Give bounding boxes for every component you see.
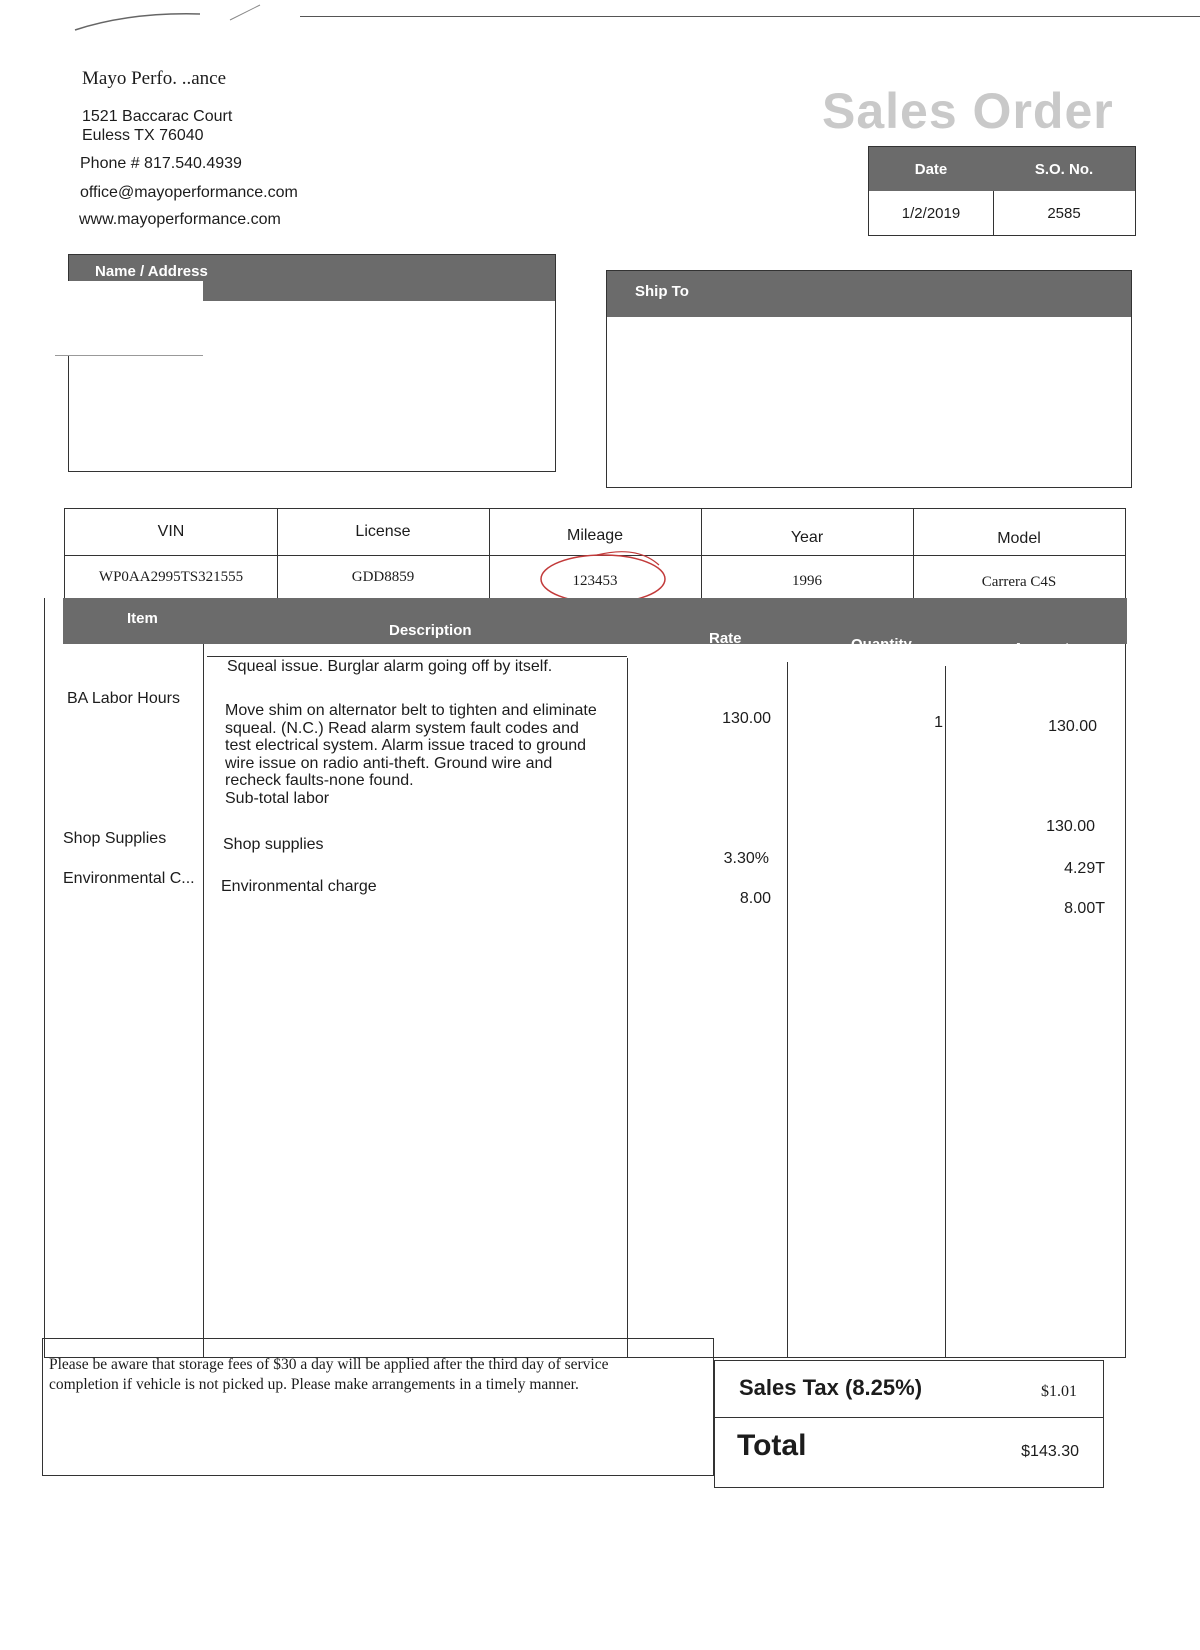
date-label: Date — [914, 160, 948, 178]
order-number: 2585 — [1047, 204, 1081, 222]
labor-description-line: squeal. (N.C.) Read alarm system fault codes and — [225, 719, 579, 737]
totals-box — [714, 1360, 1104, 1488]
vin-header: VIN — [157, 523, 185, 540]
redaction-patch — [55, 281, 203, 356]
name-address-box — [68, 254, 556, 472]
labor-description-line: wire issue on radio anti-theft. Ground wire and — [225, 754, 553, 772]
vin-value: WP0AA2995TS321555 — [98, 568, 244, 585]
year-header: Year — [790, 529, 824, 546]
subtotal-amount: 130.00 — [1046, 818, 1095, 835]
mileage-value: 123453 — [572, 572, 618, 589]
company-name: Mayo Perfo. ..ance — [82, 68, 227, 89]
storage-notice-line2: completion if vehicle is not picked up. Please make arrangements in a timely manner. — [49, 1376, 579, 1393]
totals-divider — [715, 1417, 1103, 1418]
labor-rate: 130.00 — [722, 710, 771, 727]
total-value: $143.30 — [1021, 1443, 1079, 1460]
company-address-line1: 1521 Baccarac Court — [82, 108, 233, 125]
company-address-line2: Euless TX 76040 — [82, 127, 204, 144]
quantity-column-divider — [945, 666, 946, 1358]
description-column-header: Description — [389, 622, 472, 639]
amount-column-header: Amount — [1013, 640, 1070, 657]
labor-description — [225, 702, 597, 807]
model-header: Model — [997, 530, 1041, 547]
footer-notice-box — [42, 1338, 714, 1476]
order-info-box — [868, 146, 1136, 236]
rate-column-divider — [787, 662, 788, 1358]
company-website: www.mayoperformance.com — [79, 211, 281, 228]
ship-to-box — [606, 270, 1132, 488]
labor-description-line: recheck faults-none found. — [225, 772, 414, 789]
environmental-description: Environmental charge — [221, 878, 377, 895]
rate-column-header: Rate — [709, 630, 742, 647]
year-value: 1996 — [792, 572, 822, 589]
document-title: Sales Order — [822, 83, 1114, 139]
shop-supplies-description: Shop supplies — [223, 836, 324, 853]
environmental-item: Environmental C... — [63, 870, 195, 887]
company-email: office@mayoperformance.com — [80, 184, 298, 201]
labor-amount: 130.00 — [1048, 718, 1097, 735]
model-value: Carrera C4S — [981, 573, 1057, 590]
shop-supplies-rate: 3.30% — [723, 850, 769, 867]
description-column-divider — [627, 658, 628, 1358]
subtotal-description: Sub-total labor — [225, 789, 330, 807]
company-phone: Phone # 817.540.4939 — [80, 155, 242, 172]
environmental-rate: 8.00 — [739, 890, 771, 907]
top-edge-line — [300, 16, 1200, 17]
license-value: GDD8859 — [351, 568, 415, 585]
item-column-divider — [203, 644, 204, 1358]
line-items-table — [44, 598, 1126, 1358]
mileage-circle-mark — [537, 535, 677, 607]
sales-tax-value: $1.01 — [1041, 1383, 1077, 1400]
total-label: Total — [737, 1429, 807, 1462]
quantity-column-header: Quantity — [851, 636, 912, 653]
intro-underline — [207, 656, 627, 657]
line-items-header — [63, 598, 1127, 644]
order-date: 1/2/2019 — [901, 204, 961, 222]
shop-supplies-amount: 4.29T — [1064, 860, 1105, 877]
labor-item: BA Labor Hours — [67, 690, 180, 707]
labor-description-line: Move shim on alternator belt to tighten and eliminate — [225, 702, 597, 719]
storage-notice-line1: Please be aware that storage fees of $30 a day will be applied after the third day of service — [49, 1356, 609, 1373]
environmental-amount: 8.00T — [1064, 900, 1105, 917]
staple-mark — [70, 0, 310, 50]
mileage-header: Mileage — [566, 527, 624, 544]
footer-top-line — [42, 1338, 714, 1339]
so-label: S.O. No. — [1034, 160, 1094, 178]
intro-description: Squeal issue. Burglar alarm going off by itself. — [227, 658, 553, 675]
name-address-label: Name / Address — [95, 263, 208, 280]
item-column-header: Item — [127, 610, 158, 627]
sales-tax-label: Sales Tax (8.25%) — [739, 1375, 923, 1400]
labor-description-line: test electrical system. Alarm issue traced to ground — [225, 737, 587, 754]
license-header: License — [355, 523, 411, 540]
labor-quantity: 1 — [934, 714, 943, 731]
shop-supplies-item: Shop Supplies — [63, 830, 167, 847]
ship-to-label: Ship To — [635, 283, 689, 300]
vehicle-table — [64, 508, 1126, 600]
